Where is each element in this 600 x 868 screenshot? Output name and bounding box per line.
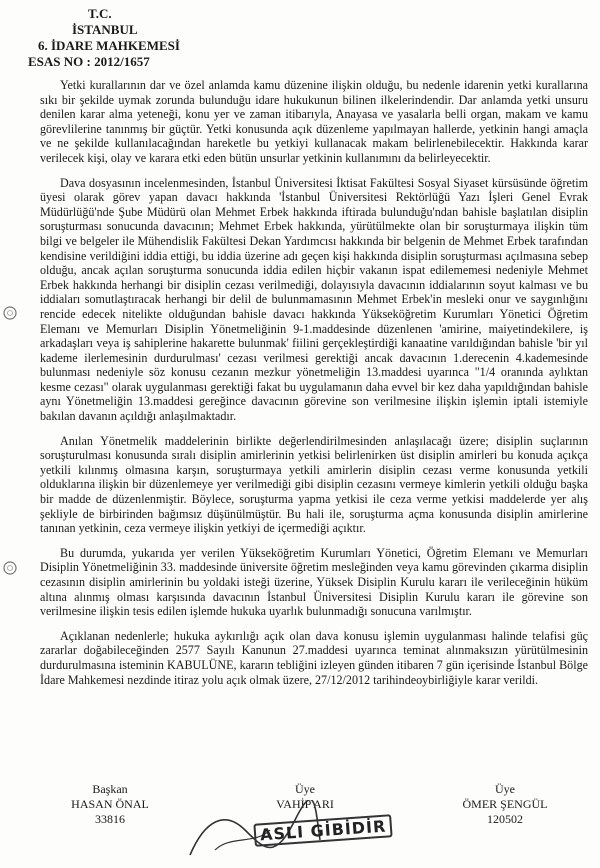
header-esas-no: ESAS NO : 2012/1657 [28, 54, 150, 69]
document-body [40, 78, 588, 697]
signature-title: Başkan [92, 782, 128, 796]
paragraph-1: Yetki kurallarının dar ve özel anlamda kamu düzenine ilişkin olduğu, bu nedenle idarenin yetki kurallarına sıkı bir şekilde uymak zorunda bulunduğu idare hukukunun bilinen ilkelerindendir. Dar anlamda yetki unsuru denilen karar alma yeteneği, konu yer ve zaman itibarıyla, Anayasa ve yasalarla belli organ, makam ve kamu görevlilerine tanınmış bir güçtür. Yetki konusunda açık düzenleme yapılmayan hallerde, yetkinin hangi amaçla ve ne şekilde kullanılacağından hareketle bu yetkiyi kullanacak makam belirlenebilecektir. Hakkında karar verilecek kişi, olay ve karara etki eden bütün unsurlar yetkinin kullanımını da belirleyecektir. [40, 78, 588, 165]
signature-number: 120502 [487, 812, 523, 826]
header-court: 6. İDARE MAHKEMESİ [38, 38, 180, 53]
signature-name: ÖMER ŞENGÜL [462, 797, 548, 811]
paragraph-5: Açıklanan nedenlerle; hukuka aykırılığı açık olan dava konusu işlemin uygulanması halinde telafisi güç zararlar doğabileceğinden 2577 Sayılı Kanunun 27.maddesi uyarınca teminat alınmaksızın yürütülmesinin durdurulmasına isteminin KABULÜNE, kararın tebliğini izleyen günden itibaren 7 gün içerisinde İstanbul Bölge İdare Mahkemesi nezdinde itiraz yolu açık olmak üzere, 27/12/2012 tarihindeoybirliğiyle karar verildi. [40, 628, 588, 687]
paragraph-4: Bu durumda, yukarıda yer verilen Yükseköğretim Kurumları Yönetici, Öğretim Elemanı ve Memurları Disiplin Yönetmeliğinin 33. maddesinde üniversite öğretim mesleğinden veya kamu görevinden çıkarma disiplin cezasının disiplin amirlerinin bu yoldaki isteği üzerine, Yüksek Disiplin Kurulu kararı ile verileceğinin hüküm altına alınmış olması karşısında davacının İstanbul Üniversitesi Disiplin Kurulu kararı ile görevine son verilmesine ilişkin tesis edilen işlemde hukuka uyarlık bulunmadığı sonucuna varılmıştır. [40, 545, 588, 619]
signature-name: HASAN ÖNAL [71, 797, 149, 811]
header-tc: T.C. [88, 6, 112, 21]
signature-title: Üye [295, 782, 315, 796]
paragraph-3: Anılan Yönetmelik maddelerinin birlikte değerlendirilmesinden anlaşılacağı üzere; disiplin suçlarının soruşturulması konusunda sıralı disiplin amirlerinin yetkisi belirlenirken üst disiplin amirleri bu konuda açıkça yetkili kılınmış olmasına karşın, soruşturmaya yetkili amirlerin disiplin cezası verme konusunda yetkili olduklarına ilişkin bir düzenlemeye yer verilmediği gibi disiplin cezasını vermeye kimlerin yetkili olduğu başka bir madde de düzenlenmiştir. Böylece, soruşturma yapma yetkisi ile ceza verme yetkisi maddelerde yer alış şekliyle de birbirinden bağımsız düşünülmüştür. Bu hali ile, soruşturma açma konusunda disiplin amirlerine tanınan yetkinin, ceza vermeye ilişkin yetkiyi de içermediği açıktır. [40, 433, 588, 536]
punch-hole-icon [2, 305, 18, 321]
signature-president [60, 782, 160, 827]
signature-title: Üye [495, 782, 515, 796]
signature-name: VAHİP ARI [276, 797, 334, 811]
punch-hole-icon [2, 560, 18, 576]
certified-copy-stamp: ASLI GİBİDİR [253, 814, 393, 847]
paragraph-2: Dava dosyasının incelenmesinden, İstanbul Üniversitesi İktisat Fakültesi Sosyal Siyaset kürsüsünde öğretim üyesi olarak görev yapan davacı hakkında 'İstanbul Üniversitesi Rektörlüğü Yazı İşleri Genel Evrak Müdürlüğü'nde Şube Müdürü olan Mehmet Erbek hakkında iftirada bulunduğu'ndan bahisle başlatılan disiplin soruşturması sonucunda davacının; Mehmet Erbek hakkında, yürütülmekte olan bir soruşturmaya ilişkin tüm bilgi ve belgeler ile Mühendislik Fakültesi Dekan Yardımcısı hakkında bir belgenin de Mehmet Erbek tarafından kendisine verildiğini iddia ettiği, bu iddia üzerine adı geçen kişi hakkında disiplin soruşturması açılmasına sebep olduğu, ancak açılan soruşturma sonucunda iddia edilen hiçbir vakanın ispat edilememesi nedeniyle Mehmet Erbek hakkında herhangi bir disiplin cezası verilmediği, dolayısıyla davacının iddialarının soyut kalması ve bu iddiaları somutlaştıracak herhangi bir delil de bulunmamasının Mehmet Erbek'in mesleki onur ve saygınlığını rencide edecek nitelikte olduğundan bahisle davacı hakkında Yükseköğretim Kurumları Yönetici Öğretim Elemanı ve Memurları Disiplin Yönetmeliğinin 9-1.maddesinde düzenlenen 'amirine, maiyetindekilere, iş arkadaşları veya iş sahiplerine hakarette bulunmak' fiilini gerçekleştirdiği kanaatine varıldığından bahisle 'bir yıl kademe ilerlemesinin durdurulması' cezası verilmesi gerektiği ancak davacının 1.derecenin 4.kademesinde bulunması nedeniyle söz konusu cezanın mezkur yönetmeliğin 13.maddesi uyarınca "1/4 oranında aylıktan kesme cezası" olarak uygulanması gerektiği fakat bu uygulamanın daha evvel bir kez daha yapıldığından bahisle aynı Yönetmeliğin 13.maddesi gereğince davacının görevine son verilmesine ilişkin işlemin iptali istemiyle bakılan davanın açıldığı anlaşılmaktadır. [40, 175, 588, 424]
header-city: İSTANBUL [72, 22, 138, 37]
document-header [28, 6, 180, 70]
signature-member-2 [450, 782, 560, 827]
signature-number: 33816 [95, 812, 125, 826]
